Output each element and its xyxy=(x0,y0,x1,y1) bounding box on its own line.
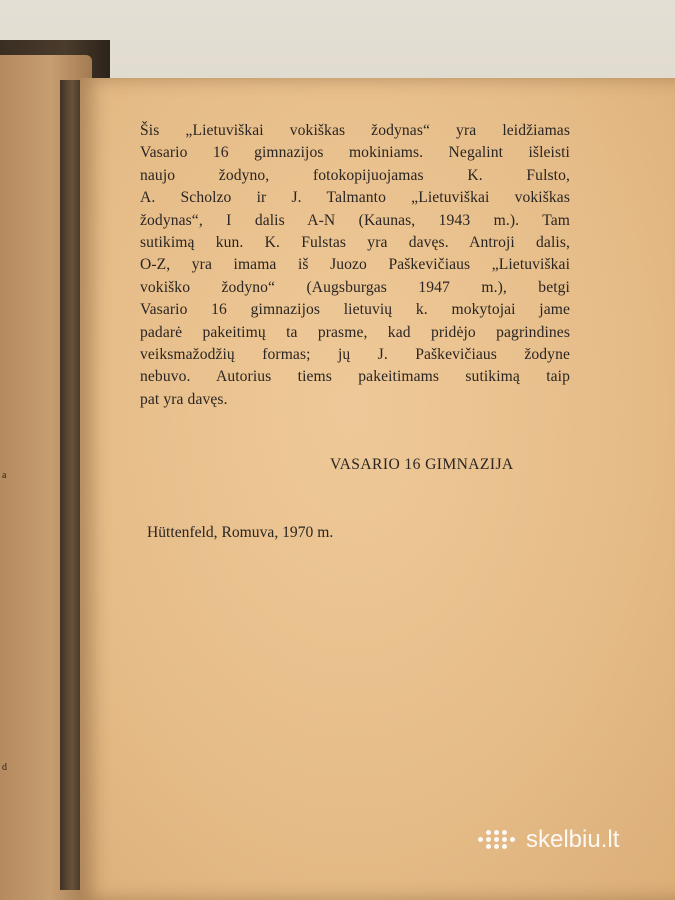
place-date: Hüttenfeld, Romuva, 1970 m. xyxy=(147,524,334,541)
text-line: padarė pakeitimų ta prasme, kad pridėjo pagrindines xyxy=(140,323,570,341)
text-line: Šis „Lietuviškai vokiškas žodynas“ yra leidžiamas xyxy=(140,122,570,139)
left-page-mark: a xyxy=(2,470,7,481)
text-line: nebuvo. Autorius tiems pakeitimams sutikimą taip xyxy=(140,368,570,386)
watermark xyxy=(478,824,619,856)
text-line: A. Scholzo ir J. Talmanto „Lietuviškai vokiškas xyxy=(140,189,570,207)
text-line: Vasario 16 gimnazijos lietuvių k. mokytojai jame xyxy=(140,301,570,319)
signature: VASARIO 16 GIMNAZIJA xyxy=(330,456,514,473)
watermark-text: skelbiu.lt xyxy=(526,826,620,853)
dots-logo-icon xyxy=(478,828,518,852)
foreword-text xyxy=(140,120,570,411)
text-line: vokiško žodyno“ (Augsburgas 1947 m.), betgi xyxy=(140,278,570,296)
text-line: pat yra davęs. xyxy=(140,390,228,408)
left-page-mark: d xyxy=(2,762,7,773)
text-line: veiksmažodžių formas; jų J. Paškevičiaus žodyne xyxy=(140,346,570,364)
text-line: naujo žodyno, fotokopijuojamas K. Fulsto, xyxy=(140,166,570,184)
text-line: sutikimą kun. K. Fulstas yra davęs. Antroji dalis, xyxy=(140,234,570,252)
text-line: Vasario 16 gimnazijos mokiniams. Negalint išleisti xyxy=(140,144,570,162)
text-line: O-Z, yra imama iš Juozo Paškevičiaus „Lietuviškai xyxy=(140,256,570,274)
text-line: žodynas“, I dalis A-N (Kaunas, 1943 m.). Tam xyxy=(140,211,570,229)
